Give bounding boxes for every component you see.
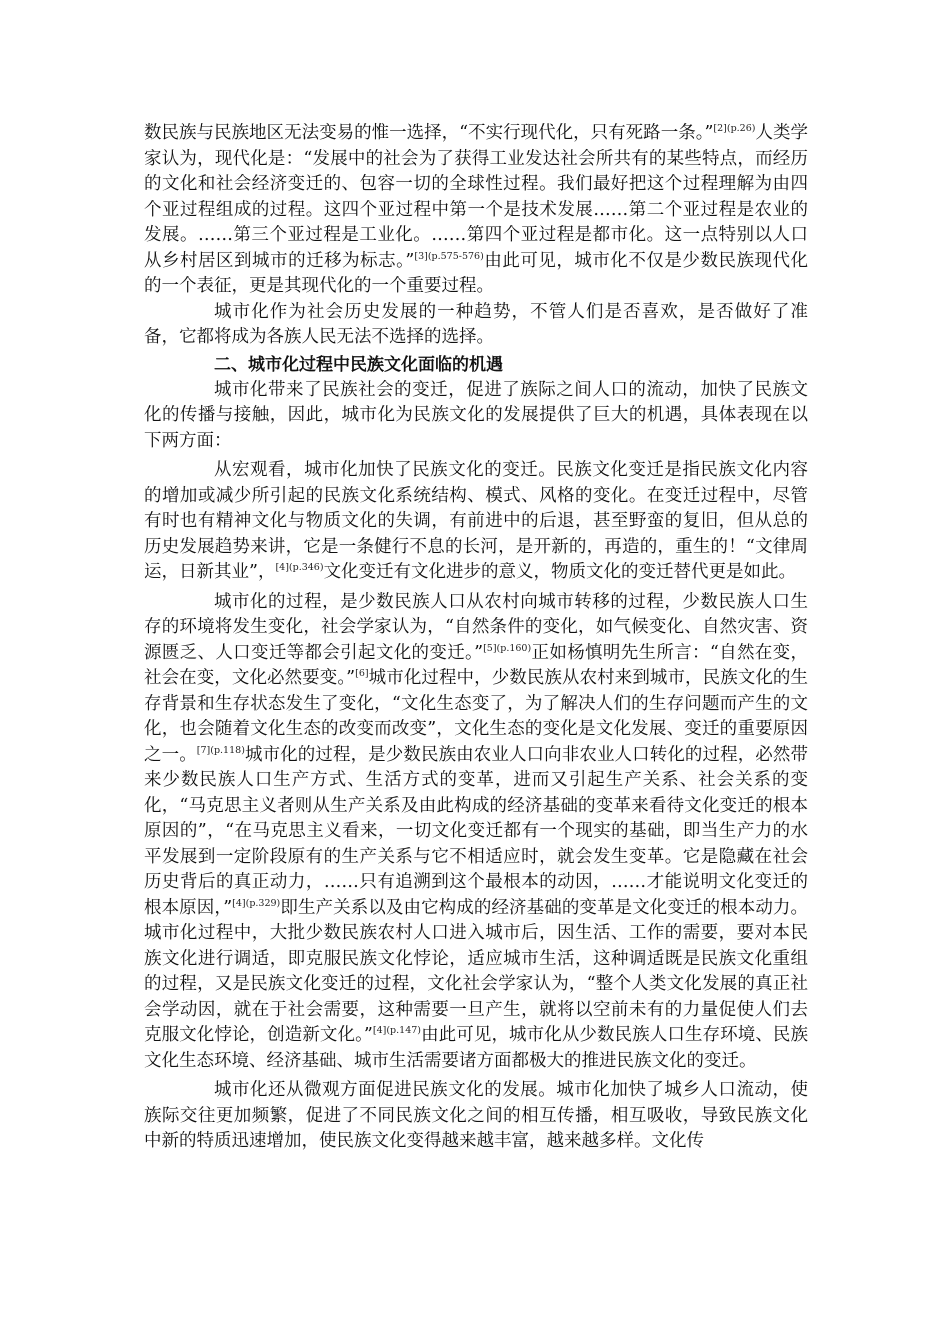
text-run: 正如杨慎明先生所言：“自然在变，社会在变，文化必然要变。” bbox=[144, 642, 808, 688]
text-run: 文化变迁有文化进步的意义，物质文化的变迁替代更是如此。 bbox=[323, 562, 797, 582]
text-run: 即生产关系以及由它构成的经济基础的变革是文化变迁的根本动力。城市化过程中，大批少数民族农村人口进入城市后，因生活、工作的需要，要对本民族文化进行调适，即克服民族文化悖论，适应城市生活，这种调适既是民族文化重组的过程，又是民族文化变迁的过程，文化社会学家认为，“整个人类文化发展的真正社会学动因，就在于社会需要，这种需要一旦产生，就将以空前未有的力量促使人们去克服文化悖论，创造新文化。” bbox=[144, 897, 808, 1045]
document-page bbox=[144, 121, 808, 1155]
paragraph-opportunities-intro bbox=[144, 378, 808, 455]
text-run: 由此可见，城市化不仅是少数民族现代化的一个表征，更是其现代化的一个重要过程。 bbox=[144, 250, 808, 296]
citation-ref: [4](p.147) bbox=[372, 1025, 421, 1036]
text-run: 城市化还从微观方面促进民族文化的发展。城市化加快了城乡人口流动，使族际交往更加频繁，促进了不同民族文化之间的相互传播，相互吸收，导致民族文化中新的特质迅速增加，使民族文化变得越来越丰富，越来越多样。文化传 bbox=[144, 1080, 808, 1151]
text-run: 从宏观看，城市化加快了民族文化的变迁。民族文化变迁是指民族文化内容的增加或减少所引起的民族文化系统结构、模式、风格的变化。在变迁过程中，尽管有时也有精神文化与物质文化的失调，有前进中的后退，甚至野蛮的复旧，但从总的历史发展趋势来讲，它是一条健行不息的长河，是开新的，再造的，重生的！“文律周运，日新其业”， bbox=[144, 460, 808, 582]
citation-ref: [7](p.118) bbox=[196, 744, 245, 756]
text-run: 由此可见，城市化从少数民族人口生存环境、民族文化生态环境、经济基础、城市生活需要诸方面都极大的推进民族文化的变迁。 bbox=[144, 1025, 809, 1071]
citation-ref: [2](p.26) bbox=[713, 123, 756, 134]
text-run: 二、城市化过程中民族文化面临的机遇 bbox=[214, 354, 503, 375]
citation-ref: [4](p.329) bbox=[232, 897, 281, 909]
citation-ref: [3](p.575-576) bbox=[414, 250, 484, 262]
section-heading bbox=[144, 352, 808, 378]
text-run: 城市化作为社会历史发展的一种趋势，不管人们是否喜欢，是否做好了准备，它都将成为各族人民无法不选择的选择。 bbox=[144, 301, 808, 347]
text-run: 城市化的过程，是少数民族人口从农村向城市转移的过程，少数民族人口生存的环境将发生变化，社会学家认为，“自然条件的变化，如气候变化、自然灾害、资源匮乏、人口变迁等都会引起文化的变迁。” bbox=[144, 591, 808, 663]
paragraph-continuation bbox=[144, 121, 808, 300]
citation-ref: [5](p.160) bbox=[483, 642, 532, 654]
paragraph-micro-view bbox=[144, 1078, 808, 1155]
text-run: 人类学家认为，现代化是：“发展中的社会为了获得工业发达社会所共有的某些特点，而经历的文化和社会经济变迁的、包容一切的全球性过程。我们最好把这个过程理解为由四个亚过程组成的过程。这四个亚过程中第一个是技术发展……第二个亚过程是农业的发展。……第三个亚过程是工业化。……第四个亚过程是都市化。这一点特别以人口从乡村居区到城市的迁移为标志。” bbox=[144, 123, 809, 271]
citation-ref: [4](p.346) bbox=[275, 562, 324, 573]
text-run: 城市化带来了民族社会的变迁，促进了族际之间人口的流动，加快了民族文化的传播与接触，因此，城市化为民族文化的发展提供了巨大的机遇，具体表现在以下两方面： bbox=[144, 379, 808, 451]
text-run: 城市化过程中，少数民族从农村来到城市，民族文化的生存背景和生存状态发生了变化，“文化生态变了，为了解决人们的生存问题而产生的文化，也会随着文化生态的改变而改变”，文化生态的变化是文化发展、变迁的重要原因之一。 bbox=[144, 668, 809, 765]
text-run: 城市化的过程，是少数民族由农业人口向非农业人口转化的过程，必然带来少数民族人口生产方式、生活方式的变革，进而又引起生产关系、社会关系的变化，“马克思主义者则从生产关系及由此构成的经济基础的变革来看待文化变迁的根本原因的”，“在马克思主义看来，一切文化变迁都有一个现实的基础，即当生产力的水平发展到一定阶段原有的生产关系与它不相适应时，就会发生变革。它是隐藏在社会历史背后的真正动力，……只有追溯到这个最根本的动因，……才能说明文化变迁的根本原因，” bbox=[144, 744, 809, 918]
citation-ref: [6] bbox=[355, 668, 369, 679]
paragraph-macro-view bbox=[144, 458, 808, 586]
paragraph-urbanization-process bbox=[144, 590, 808, 1075]
paragraph-urbanization-trend bbox=[144, 300, 808, 351]
text-run: 数民族与民族地区无法变易的惟一选择，“不实行现代化，只有死路一条。” bbox=[144, 123, 714, 143]
